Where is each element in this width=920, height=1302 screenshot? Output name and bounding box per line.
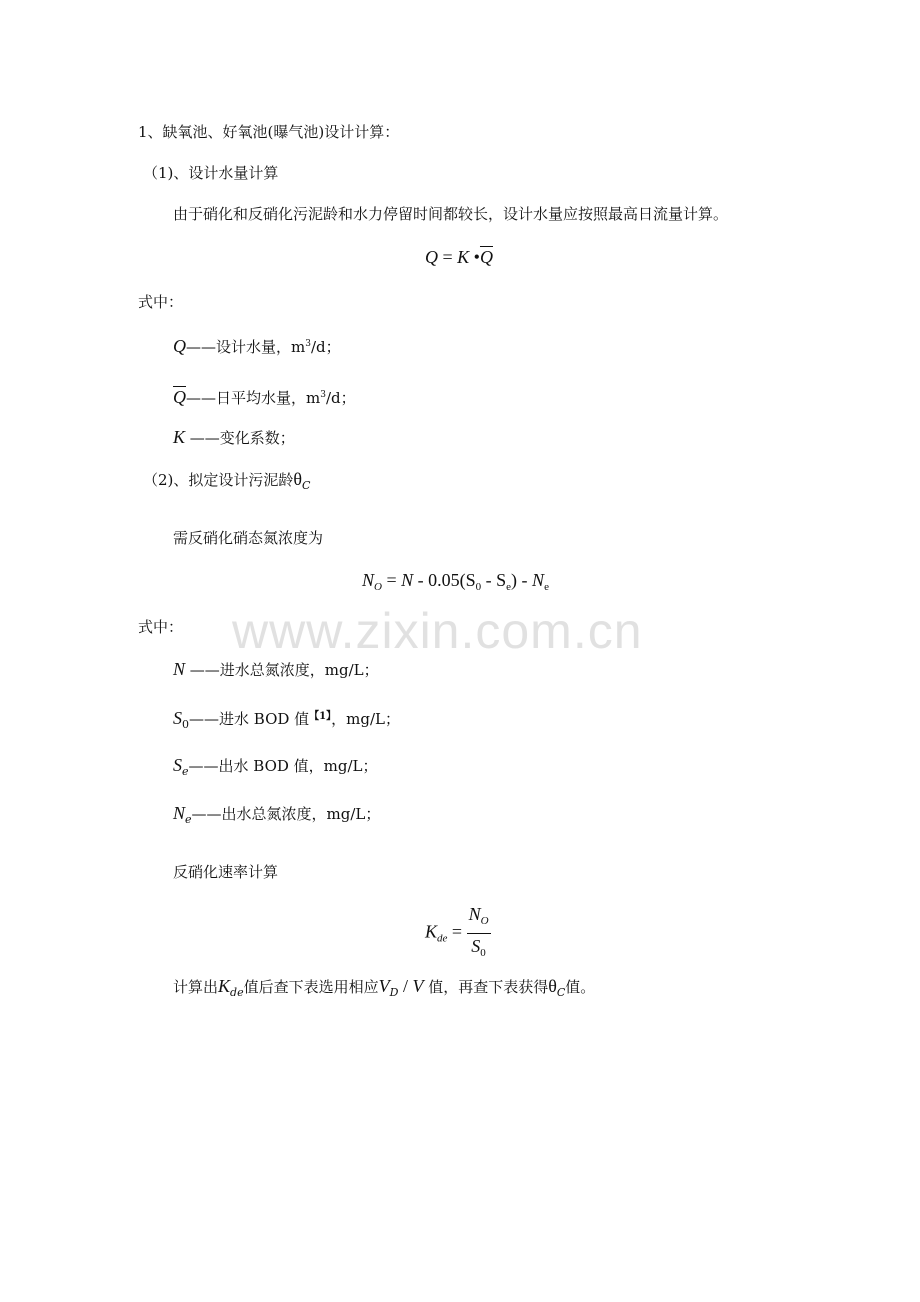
definition-s0: $S_0——$进水 BOD 值$^{【1】}$，mg/L；: [173, 708, 400, 731]
final-instruction: 计算出$K_{de}$值后查下表选用相应$V_D$ / V 值，再查下表获得$\theta_C$值。: [173, 976, 596, 999]
definition-q: Q——设计水量，$m^3/d$；: [173, 336, 341, 356]
where-label-2: 式中：: [138, 618, 184, 636]
section-heading: 1、缺氧池、好氧池(曝气池)设计计算：: [138, 123, 400, 141]
definition-k: K ——变化系数；: [173, 427, 295, 447]
subsection-1-title: （1)、设计水量计算: [143, 164, 279, 182]
paragraph-design-flow: 由于硝化和反硝化污泥龄和水力停留时间都较长，设计水量应按照最高日流量计算。: [173, 205, 729, 223]
watermark: www.zixin.com.cn: [232, 603, 643, 659]
formula-design-flow: Q = K $•\overline{Q}$: [425, 247, 493, 267]
formula-nitrate: $N_O = N - 0.05(S_0 - S_e) - N_e$: [362, 570, 549, 593]
paragraph-nitrate: 需反硝化硝态氮浓度为: [173, 529, 324, 547]
definition-ne: $N_e——$出水总氮浓度，mg/L；: [173, 803, 381, 826]
denitrification-rate-title: 反硝化速率计算: [173, 863, 279, 881]
subsection-2-title: （2)、拟定设计污泥龄$\theta_C$: [143, 469, 311, 492]
formula-denitrification-rate: $K_{de}$ = $\frac{N_O}{S_0}$: [425, 904, 489, 959]
definition-se: $S_e——$出水 BOD 值，mg/L；: [173, 755, 378, 778]
definition-n: N ——进水总氮浓度，mg/L；: [173, 659, 379, 679]
definition-q-average: $\overline{Q}——$日平均水量，$m^3/d$；: [173, 387, 356, 407]
where-label-1: 式中：: [138, 293, 184, 311]
